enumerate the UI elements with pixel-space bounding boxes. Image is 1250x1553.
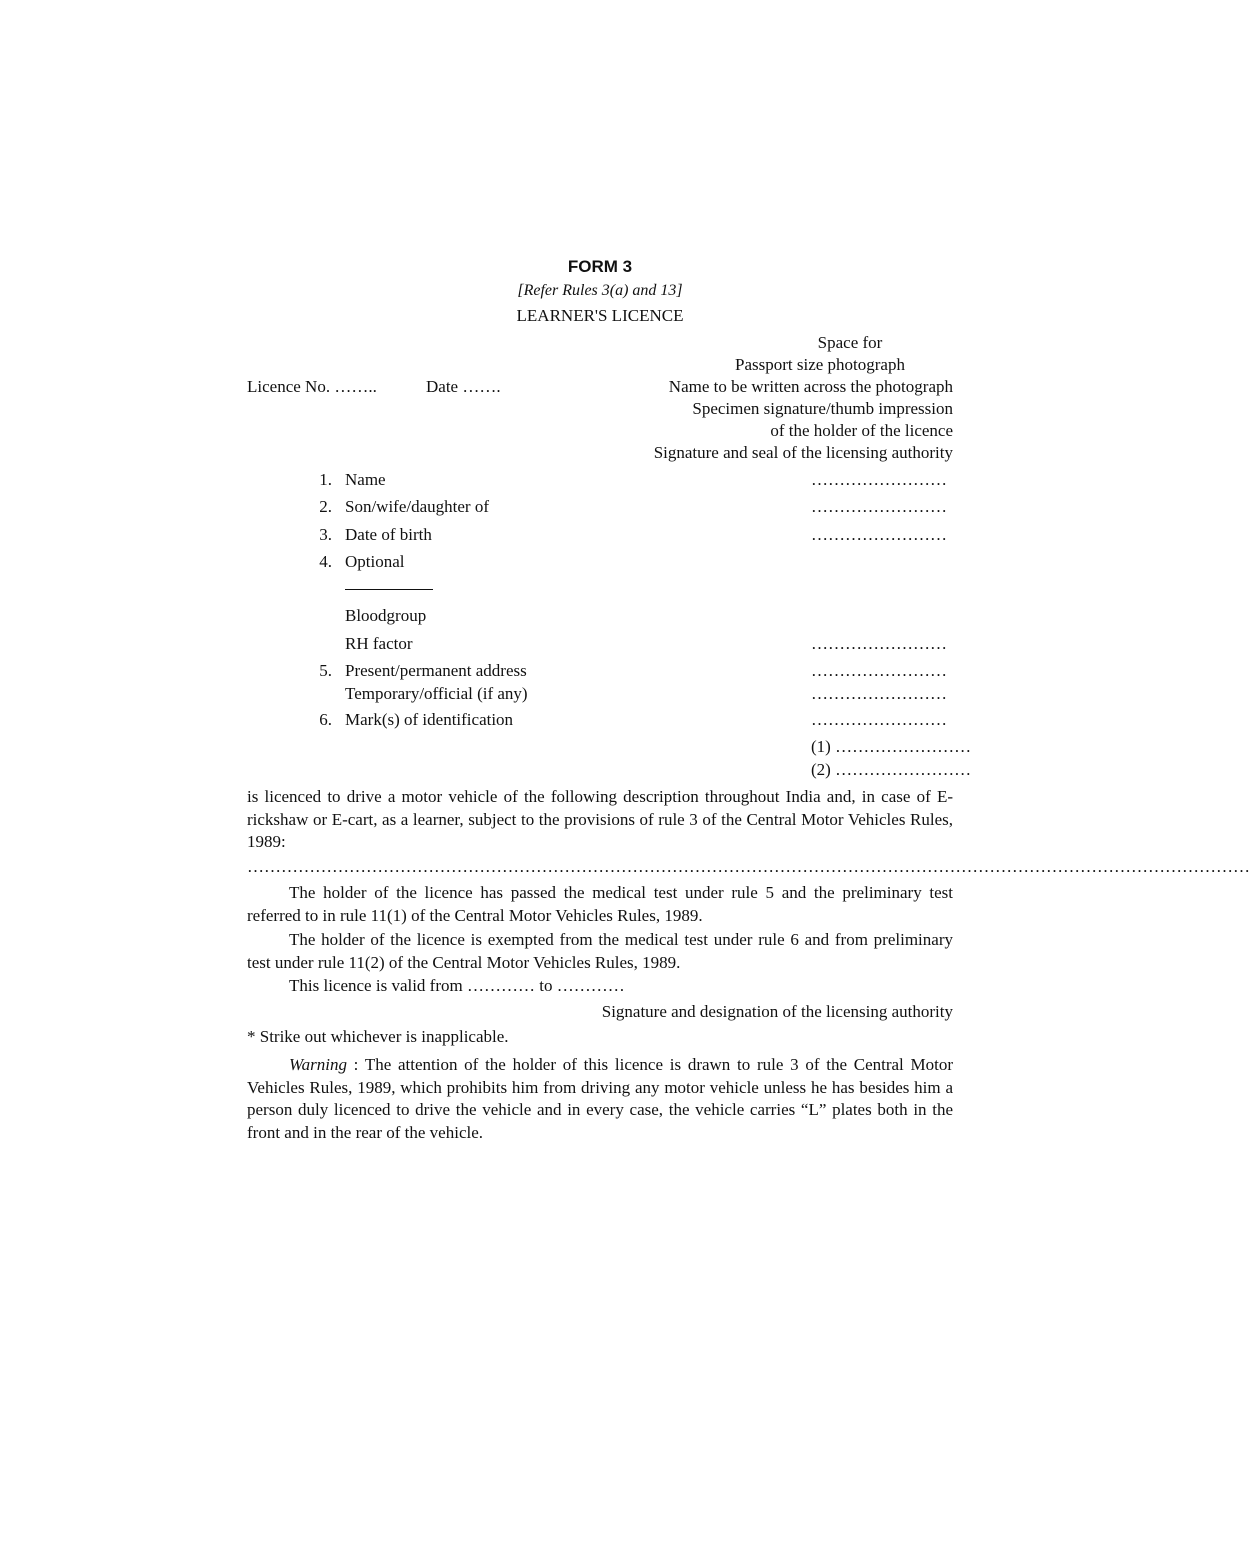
medical-passed-paragraph: The holder of the licence has passed the medical test under rule 5 and the preliminary test referred to in rule 11(1) of the Central Motor Vehicles Rules, 1989. — [247, 883, 953, 925]
warning-text: : The attention of the holder of this licence is drawn to rule 3 of the Central Motor Vehicles Rules, 1989, which prohibits him from driving any motor vehicle unless he has besides him a person duly licenced to drive the vehicle and in every case, the vehicle carries “L” plates both in the front and in the rear of the vehicle. — [247, 1055, 953, 1142]
identification-mark-2: (2) …………………… — [811, 760, 972, 779]
licence-date: Date ……. — [426, 377, 501, 396]
photo-size-label: Passport size photograph — [735, 355, 905, 374]
licence-title: LEARNER'S LICENCE — [516, 306, 684, 325]
warning-label: Warning — [289, 1055, 347, 1074]
identification-dots: …………………… — [811, 710, 947, 729]
field-number: 5. — [319, 661, 332, 680]
photo-space-label: Space for — [817, 333, 883, 352]
refer-rules: [Refer Rules 3(a) and 13] — [517, 282, 683, 299]
field-number: 6. — [319, 710, 332, 729]
rh-factor-dots: …………………… — [811, 634, 947, 653]
temporary-address-dots: …………………… — [811, 684, 947, 703]
bloodgroup-label: Bloodgroup — [345, 606, 427, 625]
field-number: 2. — [319, 497, 332, 516]
medical-exempted-paragraph: The holder of the licence is exempted from the medical test under rule 6 and from preliminary test under rule 11(2) of the Central Motor Vehicles Rules, 1989. — [247, 930, 953, 972]
field-dob-dots: …………………… — [811, 525, 947, 544]
field-number: 1. — [319, 470, 332, 489]
field-number: 4. — [319, 552, 332, 571]
signature-designation-label: Signature and designation of the licensing authority — [601, 1002, 953, 1021]
field-parent-label: Son/wife/daughter of — [345, 497, 489, 516]
identification-label: Mark(s) of identification — [345, 710, 514, 729]
present-address-dots: …………………… — [811, 661, 947, 680]
field-name-dots: …………………… — [811, 470, 947, 489]
temporary-address-label: Temporary/official (if any) — [345, 684, 528, 703]
rh-factor-label: RH factor — [345, 634, 413, 653]
holder-label: of the holder of the licence — [770, 421, 953, 440]
licence-description-paragraph: is licenced to drive a motor vehicle of the following description throughout India and, in case of E-rickshaw or E-cart, as a learner, subject to the provisions of rule 3 of the Central Motor Vehicles Rules, 1989: — [247, 787, 953, 851]
field-optional-label: Optional — [345, 552, 405, 571]
specimen-signature-label: Specimen signature/thumb impression — [692, 399, 953, 418]
field-name-label: Name — [345, 470, 386, 489]
optional-divider — [345, 589, 433, 590]
identification-mark-1: (1) …………………… — [811, 737, 972, 756]
photo-name-instruction: Name to be written across the photograph — [668, 377, 953, 396]
present-address-label: Present/permanent address — [345, 661, 527, 680]
warning-paragraph — [247, 1054, 953, 1144]
field-dob-label: Date of birth — [345, 525, 432, 544]
strike-out-note: * Strike out whichever is inapplicable. — [247, 1027, 509, 1046]
licence-number: Licence No. …….. — [247, 377, 377, 396]
validity-line: This licence is valid from ………… to ………… — [289, 976, 625, 995]
authority-seal-label: Signature and seal of the licensing authority — [653, 443, 953, 462]
form-title: FORM 3 — [567, 257, 633, 276]
field-number: 3. — [319, 525, 332, 544]
field-parent-dots: …………………… — [811, 497, 947, 516]
vehicle-description-dotted-line: …………………………………………………………………………………………………………………………………………………………… — [247, 857, 1250, 876]
